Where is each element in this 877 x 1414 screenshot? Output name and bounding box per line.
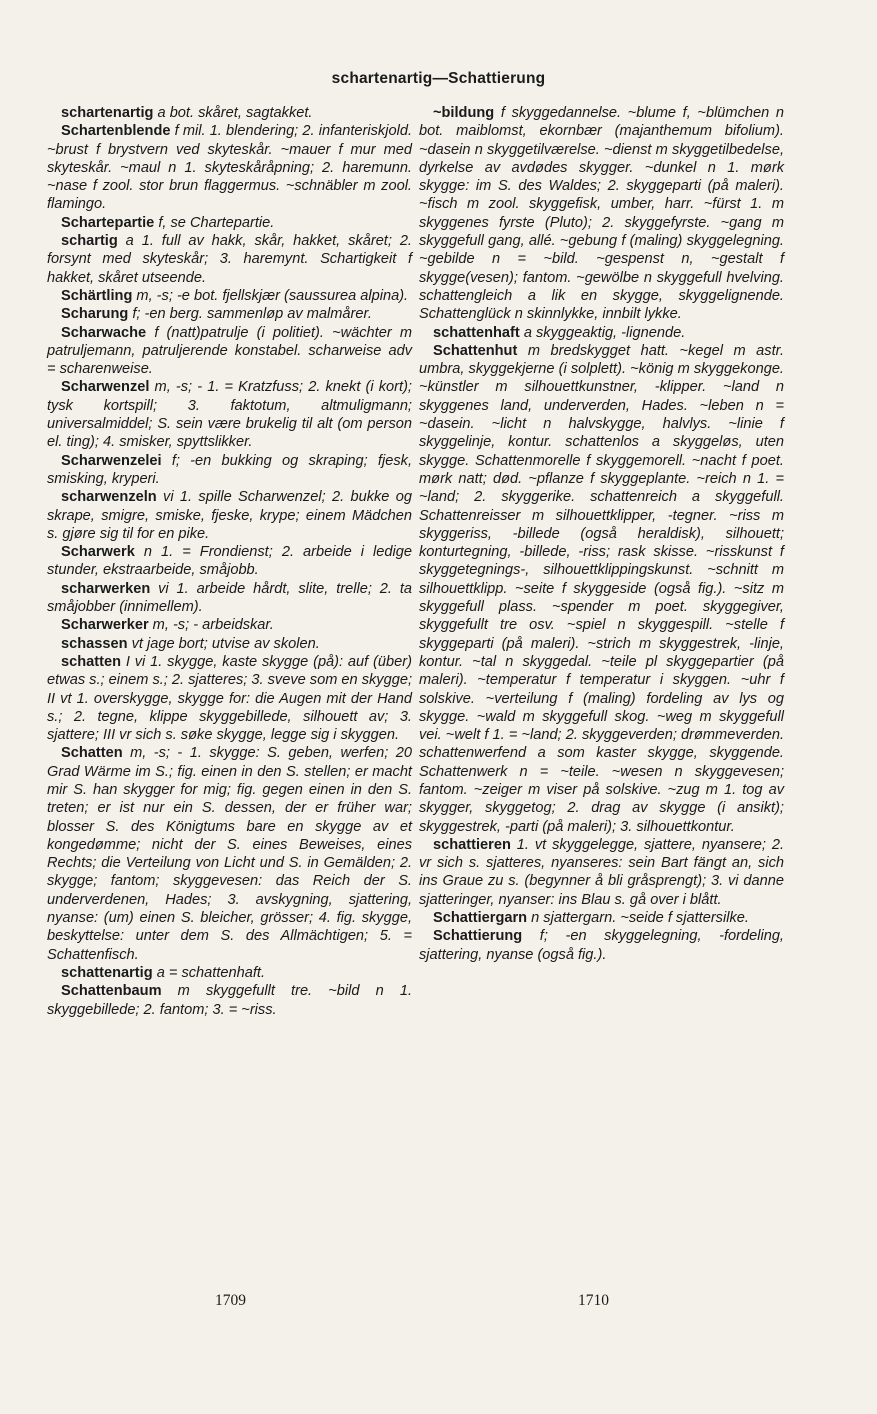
entry-definition: n sjattergarn. ~seide f sjattersilke.: [527, 910, 749, 927]
entry-headword: schattenhaft: [433, 324, 520, 341]
dictionary-entry: [47, 324, 412, 379]
entry-definition: f skyggedannelse. ~blume f, ~blümchen n bot. maiblomst, ekornbær (majanthemum bifolium). ~dasein n skyggetilværelse. ~dienst m skyggetilbedelse, dyrkelse av avdødes skygger. ~dunkel n 1. mørk skygge: im S. des Waldes; 2. skyggeparti (på maleri). ~fisch m zool. skyggefisk, umber, harr. ~fürst 1. m skyggenes fyrste (Pluto); 2. skyggefyrste. ~gang m skyggefull gang, allé. ~gebung f (maling) skyggelegning. ~gebilde n = ~bild. ~gespenst n, ~gestalt f skygge(vesen); fantom. ~gewölbe n skyggefull hvelving. schattengleich a lik en skygge, skyggelignende. Schattenglück n skinnlykke, innbilt lykke.: [419, 105, 784, 323]
entry-headword: Schärtling: [61, 287, 133, 304]
entry-headword: schartenartig: [61, 105, 154, 121]
dictionary-entry: [47, 378, 412, 451]
entry-definition: f, se Chartepartie.: [154, 214, 275, 231]
dictionary-entry: [47, 616, 412, 634]
dictionary-entry: [47, 543, 412, 580]
entry-headword: Schattiergarn: [433, 910, 528, 927]
dictionary-entry: [47, 580, 412, 617]
right-column: [419, 104, 784, 964]
entry-headword: schartig: [61, 233, 118, 250]
left-column: [47, 104, 412, 1019]
entry-definition: vi 1. spille Scharwenzel; 2. bukke og skrape, smigre, smiske, fjeske, krype; einem Mädchen s. gjøre sig til for en pike.: [47, 489, 412, 542]
entry-definition: m, -s; - arbeidskar.: [148, 617, 274, 634]
entry-headword: Schartepartie: [61, 214, 155, 231]
entry-headword: Scharwache: [61, 324, 147, 341]
dictionary-entry: [47, 305, 412, 323]
entry-definition: a bot. skåret, sagtakket.: [153, 105, 313, 121]
entry-headword: schattieren: [433, 836, 511, 853]
dictionary-entry: [47, 214, 412, 232]
entry-headword: scharwerken: [61, 580, 151, 597]
entry-definition: 1. vt skyggelegge, sjattere, nyansere; 2. vr sich s. sjatteres, nyanseres: sein Bart fängt an, sich ins Graue zu s. (begynner å bli gråsprengt); 3. vi danne sjatteringer, nyanser: ins Blau s. gå over i blått.: [419, 836, 784, 908]
entry-headword: schattenartig: [61, 964, 153, 981]
dictionary-entry: [47, 982, 412, 1019]
entry-headword: scharwenzeln: [61, 489, 157, 506]
entry-definition: I vi 1. skygge, kaste skygge (på): auf (über) etwas s.; einem s.; 2. sjatteres; 3. sveve som en skygge; II vt 1. overskygge, skygge for: die Augen mit der Hand s.; 2. tegne, klippe skyggebillede, silhouett av; 3. sjattere; III vr sich s. søke skygge, legge sig i skyggen.: [47, 653, 413, 744]
entry-definition: f (natt)patrulje (i politiet). ~wächter m patruljemann, patruljerende konstabel. scharweise adv = scharenweise.: [47, 324, 412, 378]
entry-headword: Scharwerk: [61, 544, 135, 561]
entry-definition: m bredskygget hatt. ~kegel m astr. umbra, skyggekjerne (i solplett). ~könig m skyggekonge. ~künstler m silhouettkunstner, -klipper. ~land n skyggenes land, underverden, Hades. ~leben n = ~dasein. ~licht n halvskygge, halvlys. ~linie f skyggelinje, kontur. schattenlos a skyggeløs, uten skygge. Schattenmorelle f skyggemorell. ~nacht f poet. mørk natt; død. ~pflanze f skyggeplante. ~reich n 1. = ~land; 2. skyggerike. schattenreich a skyggefull. Schattenreisser m silhouettklipper, -tegner. ~riss m skyggeriss, -billede (også heraldisk), silhouett; konturtegning, -billede, -riss; rask skisse. ~risskunst f skyggetegnings-, silhouettklippingskunst. ~schnitt m silhouettklipp. ~seite f skyggeside (også fig.). ~sitz m skyggefull plass. ~spender m poet. skyggegiver, skyggefullt tre osv. ~spiel n skyggespill. ~stelle f skyggeparti (på maleri). ~strich m skyggestrek, -linje, kontur. ~tal n skyggedal. ~teile pl skyggepartier (på maleri). ~temperatur f temperatur i skyggen. ~uhr f solskive. ~verteilung f (maling) fordeling av lys og skygge. ~wald m skyggefull skog. ~weg m skyggefull vei. ~welt f 1. = ~land; 2. skyggeverden; drømmeverden. schattenwerfend a som kaster skygge, skyggende. Schattenwerk n = ~teile. ~wesen n skyggevesen; fantom. ~zeiger m viser på solskive. ~zug m 1. tog av skygger, skyggetog; 2. drag av skygge (i ansikt); skyggestrek, -parti (på maleri); 3. silhouettkontur.: [419, 342, 784, 835]
entry-definition: m skyggefullt tre. ~bild n 1. skyggebillede; 2. fantom; 3. = ~riss.: [47, 983, 412, 1018]
entry-definition: f; -en bukking og skraping; fjesk, smisking, kryperi.: [47, 452, 412, 487]
entry-definition: m, -s; -e bot. fjellskjær (saussurea alpina).: [132, 287, 409, 304]
dictionary-entry: [47, 653, 412, 744]
dictionary-entry: [419, 909, 784, 927]
entry-definition: n 1. = Frondienst; 2. arbeide i ledige stunder, ekstraarbeide, småjobb.: [47, 544, 412, 579]
dictionary-entry: [47, 635, 412, 653]
dictionary-entry: [419, 324, 784, 342]
entry-definition: vi 1. arbeide hårdt, slite, trelle; 2. ta småjobber (innimellem).: [47, 580, 412, 616]
entry-definition: f; -en skyggelegning, -fordeling, sjattering, nyanse (også fig.).: [419, 928, 784, 963]
entry-definition: a = schattenhaft.: [152, 964, 266, 981]
dictionary-entry: [47, 452, 412, 489]
entry-headword: schassen: [61, 635, 128, 652]
dictionary-entry: [419, 927, 784, 964]
entry-headword: schatten: [61, 653, 122, 670]
dictionary-entry: [47, 744, 412, 964]
entry-headword: Scharwenzel: [61, 379, 150, 396]
dictionary-entry: [47, 104, 412, 122]
right-page-number: 1710: [578, 1292, 609, 1309]
dictionary-entry: [419, 104, 784, 324]
entry-headword: Schattenhut: [433, 342, 518, 359]
entry-definition: vt jage bort; utvise av skolen.: [127, 635, 320, 652]
entry-definition: m, -s; - 1. = Kratzfuss; 2. knekt (i kort); tysk kortspill; 3. faktotum, altmuligmann; universalmiddel; S. sein være brukelig til alt (om person el. ting); 4. smisker, spyttslikker.: [47, 379, 412, 451]
entry-headword: Schattierung: [433, 928, 523, 945]
entry-definition: a skyggeaktig, -lignende.: [519, 324, 686, 341]
entry-definition: m, -s; - 1. skygge: S. geben, werfen; 20 Grad Wärme im S.; fig. einen in den S. stellen; er macht mir S. han skygger for mig; fig. gegen einen in den S. treten; er ist nur ein S. dessen, der er früher war; blosser S. des Königtums bare en skygge av et kongedømme; nicht der S. eines Beweises, eines Rechts; die Verteilung von Licht und S. in Gemälden; 2. skygge; fantom; skyggevesen: das Reich der S. underverdenen, Hades; 3. avskygning, sjattering, nyanse: (um) einen S. bleicher, grösser; 4. fig. skygge, beskyttelse: unter dem S. des Allmächtigen; 5. = Schattenfisch.: [47, 745, 412, 963]
entry-headword: Schattenbaum: [61, 983, 162, 1000]
entry-headword: Schatten: [61, 745, 123, 762]
entry-headword: Scharwerker: [61, 617, 149, 634]
entry-headword: ~bildung: [433, 105, 495, 121]
dictionary-entry: [47, 232, 412, 287]
page-header: schartenartig—Schattierung: [331, 70, 546, 87]
dictionary-entry: [419, 342, 784, 836]
entry-headword: Scharwenzelei: [61, 452, 162, 469]
dictionary-entry: [47, 287, 412, 305]
dictionary-entry: [419, 836, 784, 909]
left-page-number: 1709: [215, 1292, 246, 1309]
entry-definition: f mil. 1. blendering; 2. infanteriskjold. ~brust f brystvern ved skyteskår. ~mauer f mur med skyteskår. ~maul n 1. skyteskåråpning; 2. haremunn. ~nase f zool. stor brun flaggermus. ~schnäbler m zool. flamingo.: [47, 123, 412, 213]
entry-headword: Scharung: [61, 306, 129, 323]
dictionary-entry: [47, 964, 412, 982]
entry-headword: Schartenblende: [61, 123, 171, 140]
dictionary-entry: [47, 122, 412, 213]
entry-definition: a 1. full av hakk, skår, hakket, skåret; 2. forsynt med skyteskår; 3. haremynt. Schartigkeit f hakket, skåret utseende.: [47, 233, 412, 286]
dictionary-entry: [47, 488, 412, 543]
entry-definition: f; -en berg. sammenløp av malmårer.: [128, 306, 372, 323]
